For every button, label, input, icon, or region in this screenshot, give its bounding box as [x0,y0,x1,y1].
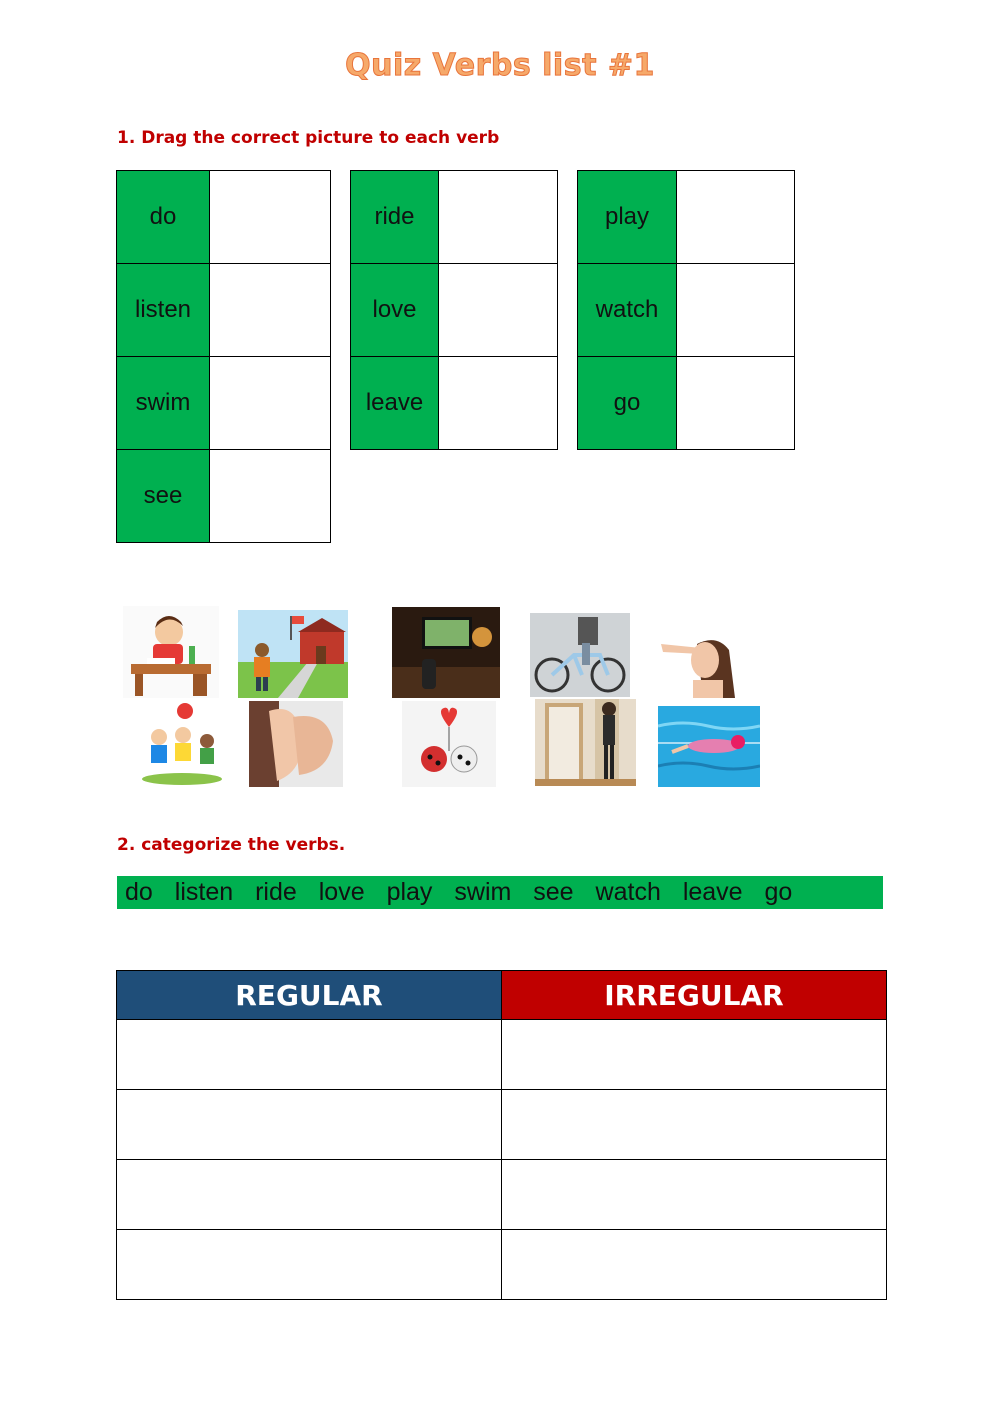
drop-slot[interactable] [677,264,795,357]
verb-cell: ride [351,171,439,264]
verb-cell: leave [351,357,439,450]
word-chip[interactable]: love [318,878,365,906]
page-title: Quiz Verbs list #1 [345,48,655,83]
verb-cell: watch [578,264,677,357]
verb-cell: listen [117,264,210,357]
verb-grid-2 [350,170,558,450]
drop-slot[interactable] [210,357,331,450]
irregular-header: IRREGULAR [502,971,887,1020]
verb-cell: do [117,171,210,264]
girl-swimming-icon[interactable] [658,706,760,787]
kids-playing-ball-icon[interactable] [139,701,225,787]
word-chip[interactable]: see [533,878,574,906]
drop-slot[interactable] [677,171,795,264]
word-chip[interactable]: listen [174,878,234,906]
woman-looking-icon[interactable] [657,626,747,698]
word-chip[interactable]: ride [255,878,297,906]
verb-grid-3 [577,170,795,450]
word-chip[interactable]: go [764,878,793,906]
ear-listening-icon[interactable] [249,701,343,787]
drop-slot[interactable] [677,357,795,450]
section-2-heading: 2. categorize the verbs. [117,835,346,855]
irregular-slot[interactable] [502,1020,887,1090]
drop-slot[interactable] [439,171,558,264]
regular-slot[interactable] [117,1230,502,1300]
word-chip[interactable]: do [125,878,153,906]
verb-cell: swim [117,357,210,450]
person-watching-tv-icon[interactable] [392,607,500,698]
irregular-slot[interactable] [502,1160,887,1230]
drop-slot[interactable] [210,264,331,357]
verb-cell: love [351,264,439,357]
verb-grid-1 [116,170,331,543]
word-chip[interactable]: swim [454,878,512,906]
word-bank [117,876,883,909]
drop-slot[interactable] [210,171,331,264]
boy-doing-homework-icon[interactable] [123,606,219,698]
regular-slot[interactable] [117,1160,502,1230]
irregular-slot[interactable] [502,1230,887,1300]
verb-cell: go [578,357,677,450]
irregular-slot[interactable] [502,1090,887,1160]
word-chip[interactable]: watch [595,878,661,906]
verb-cell: play [578,171,677,264]
person-riding-bike-icon[interactable] [530,613,630,697]
regular-header: REGULAR [117,971,502,1020]
drop-slot[interactable] [439,357,558,450]
verb-cell: see [117,450,210,543]
regular-slot[interactable] [117,1090,502,1160]
categorize-table [116,970,887,1300]
word-chip[interactable]: play [386,878,433,906]
drop-slot[interactable] [210,450,331,543]
regular-slot[interactable] [117,1020,502,1090]
section-1-heading: 1. Drag the correct picture to each verb [117,128,500,148]
drop-slot[interactable] [439,264,558,357]
word-chip[interactable]: leave [682,878,743,906]
child-walking-to-school-icon[interactable] [238,610,348,698]
ladybugs-love-heart-icon[interactable] [402,701,496,787]
woman-leaving-room-icon[interactable] [535,699,636,786]
